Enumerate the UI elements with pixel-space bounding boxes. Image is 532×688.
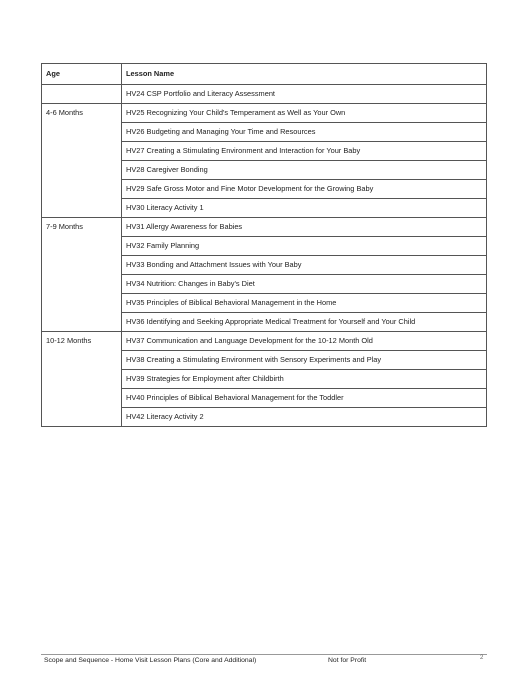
lesson-cell: HV30 Literacy Activity 1 <box>122 199 487 218</box>
page-number: 2 <box>480 655 484 661</box>
table-row <box>42 104 487 123</box>
header-age: Age <box>42 64 122 85</box>
lesson-cell: HV26 Budgeting and Managing Your Time and Resources <box>122 123 487 142</box>
lesson-cell: HV36 Identifying and Seeking Appropriate Medical Treatment for Yourself and Your Child <box>122 313 487 332</box>
age-cell: 10-12 Months <box>42 332 122 427</box>
lesson-cell: HV25 Recognizing Your Child's Temperament as Well as Your Own <box>122 104 487 123</box>
age-cell: 7-9 Months <box>42 218 122 332</box>
lesson-cell: HV35 Principles of Biblical Behavioral Management in the Home <box>122 294 487 313</box>
lesson-cell: HV38 Creating a Stimulating Environment with Sensory Experiments and Play <box>122 351 487 370</box>
table-row <box>42 218 487 237</box>
age-cell <box>42 85 122 104</box>
header-lesson-name: Lesson Name <box>122 64 487 85</box>
lesson-cell: HV24 CSP Portfolio and Literacy Assessment <box>122 85 487 104</box>
lesson-cell: HV33 Bonding and Attachment Issues with Your Baby <box>122 256 487 275</box>
table-row <box>42 332 487 351</box>
age-cell: 4-6 Months <box>42 104 122 218</box>
footer-divider <box>41 654 487 655</box>
lesson-cell: HV40 Principles of Biblical Behavioral Management for the Toddler <box>122 389 487 408</box>
footer-notice: Not for Profit <box>328 657 367 664</box>
lesson-cell: HV29 Safe Gross Motor and Fine Motor Development for the Growing Baby <box>122 180 487 199</box>
lesson-cell: HV32 Family Planning <box>122 237 487 256</box>
lesson-cell: HV28 Caregiver Bonding <box>122 161 487 180</box>
lesson-cell: HV34 Nutrition: Changes in Baby's Diet <box>122 275 487 294</box>
lesson-cell: HV37 Communication and Language Development for the 10-12 Month Old <box>122 332 487 351</box>
lesson-cell: HV39 Strategies for Employment after Childbirth <box>122 370 487 389</box>
table-header-row <box>42 64 487 85</box>
lesson-cell: HV27 Creating a Stimulating Environment and Interaction for Your Baby <box>122 142 487 161</box>
footer-document-title: Scope and Sequence - Home Visit Lesson Plans (Core and Additional) <box>44 657 257 664</box>
lesson-table <box>41 63 487 427</box>
lesson-cell: HV42 Literacy Activity 2 <box>122 408 487 427</box>
table-row <box>42 85 487 104</box>
table-body <box>42 85 487 427</box>
lesson-cell: HV31 Allergy Awareness for Babies <box>122 218 487 237</box>
